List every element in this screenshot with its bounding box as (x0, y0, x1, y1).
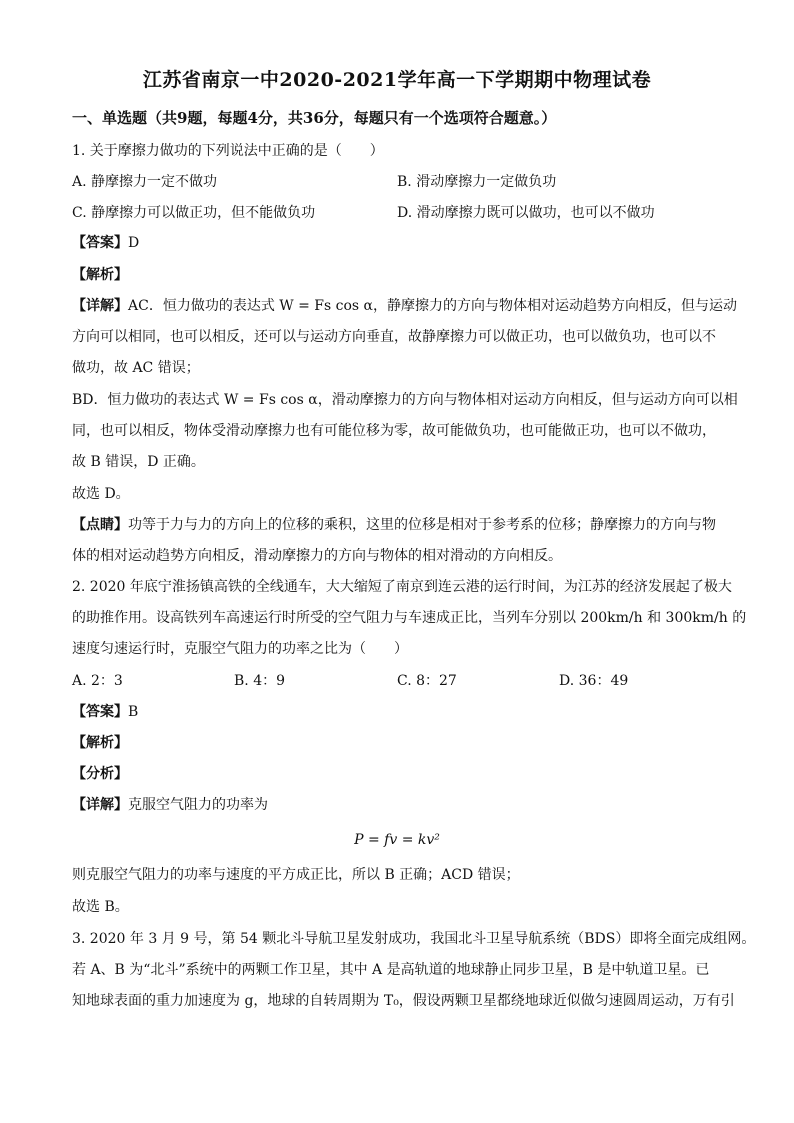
bracket-label: 【详解】 (72, 797, 128, 813)
bracket-label: 【分析】 (72, 766, 128, 782)
q2-stem-line: 的助推作用。设高铁列车高速运行时所受的空气阻力与车速成正比，当列车分别以 200km/h 和 300km/h 的 (72, 610, 747, 626)
q1-detail-line: 同，也可以相反，物体受滑动摩擦力也有可能位移为零，故可能做负功，也可能做正功，也可以不做功， (72, 423, 716, 439)
q3-stem-line: 3. 2020 年 3 月 9 号，第 54 颗北斗导航卫星发射成功，我国北斗卫星导航系统（BDS）即将全面完成组网。 (72, 931, 756, 947)
q2-stem-line: 2. 2020 年底宁淮扬镇高铁的全线通车，大大缩短了南京到连云港的运行时间，为江苏的经济发展起了极大 (72, 579, 732, 595)
q2-analysis2-label (72, 764, 128, 784)
section-heading: 一、单选题（共9题，每题4分，共36分，每题只有一个选项符合题意。） (72, 109, 557, 127)
q3-stem-line: 若 A、B 为“北斗”系统中的两颗工作卫星，其中 A 是高轨道的地球静止同步卫星，B 是中轨道卫星。已 (72, 962, 710, 978)
q1-detail-line: 故 B 错误，D 正确。 (72, 454, 205, 470)
page-title: 江苏省南京一中2020-2021学年高一下学期期中物理试卷 (142, 69, 652, 91)
bracket-label: 【详解】 (72, 298, 128, 314)
bracket-label: 【答案】 (72, 704, 128, 720)
q2-analysis-label (72, 733, 128, 753)
q2-detail: 【详解】克服空气阻力的功率为 (72, 797, 268, 813)
q3-stem-line: 知地球表面的重力加速度为 g，地球的自转周期为 T₀，假设两颗卫星都绕地球近似做匀速圆周运动，万有引 (72, 993, 735, 1009)
q2-after-line: 则克服空气阻力的功率与速度的平方成正比，所以 B 正确；ACD 错误； (72, 867, 520, 883)
q1-stem: 1. 关于摩擦力做功的下列说法中正确的是（ ） (72, 143, 384, 159)
q1-answer: 【答案】D (72, 235, 140, 251)
q1-option-b: B. 滑动摩擦力一定做负功 (397, 174, 557, 190)
q2-answer: 【答案】B (72, 704, 139, 720)
q2-stem-line: 速度匀速运行时，克服空气阻力的功率之比为（ ） (72, 641, 408, 657)
q1-detail-line: 方向可以相同，也可以相反，还可以与运动方向垂直，故静摩擦力可以做正功，也可以做负功，也可以不 (72, 329, 716, 345)
q1-analysis-label (72, 265, 128, 285)
q1-detail-line: BD．恒力做功的表达式 W = Fs cos α，滑动摩擦力的方向与物体相对运动方向相反，但与运动方向可以相 (72, 392, 738, 408)
q1-point-line: 体的相对运动趋势方向相反，滑动摩擦力的方向与物体的相对滑动的方向相反。 (72, 548, 562, 564)
q2-option-d: D. 36：49 (559, 673, 629, 689)
q1-detail-line: 做功，故 AC 错误； (72, 360, 200, 376)
bracket-label: 【解析】 (72, 267, 128, 283)
q2-option-a: A. 2：3 (72, 673, 123, 689)
q1-option-d: D. 滑动摩擦力既可以做功，也可以不做功 (397, 205, 655, 221)
bracket-label: 【解析】 (72, 735, 128, 751)
q1-option-a: A. 静摩擦力一定不做功 (72, 174, 218, 190)
q2-option-c: C. 8：27 (397, 673, 457, 689)
bracket-label: 【答案】 (72, 235, 128, 251)
bracket-label: 【点睛】 (72, 517, 128, 533)
q1-detail-line: 【详解】AC．恒力做功的表达式 W = Fs cos α，静摩擦力的方向与物体相对运动趋势方向相反，但与运动 (72, 298, 737, 314)
q1-option-c: C. 静摩擦力可以做正功，但不能做负功 (72, 205, 316, 221)
q1-point-line: 【点睛】功等于力与力的方向上的位移的乘积，这里的位移是相对于参考系的位移；静摩擦力的方向与物 (72, 517, 716, 533)
q2-option-b: B. 4：9 (234, 673, 286, 689)
q2-formula: P = fv = kv² (354, 832, 440, 848)
q2-conclusion: 故选 B。 (72, 899, 129, 915)
q1-conclusion: 故选 D。 (72, 486, 130, 502)
